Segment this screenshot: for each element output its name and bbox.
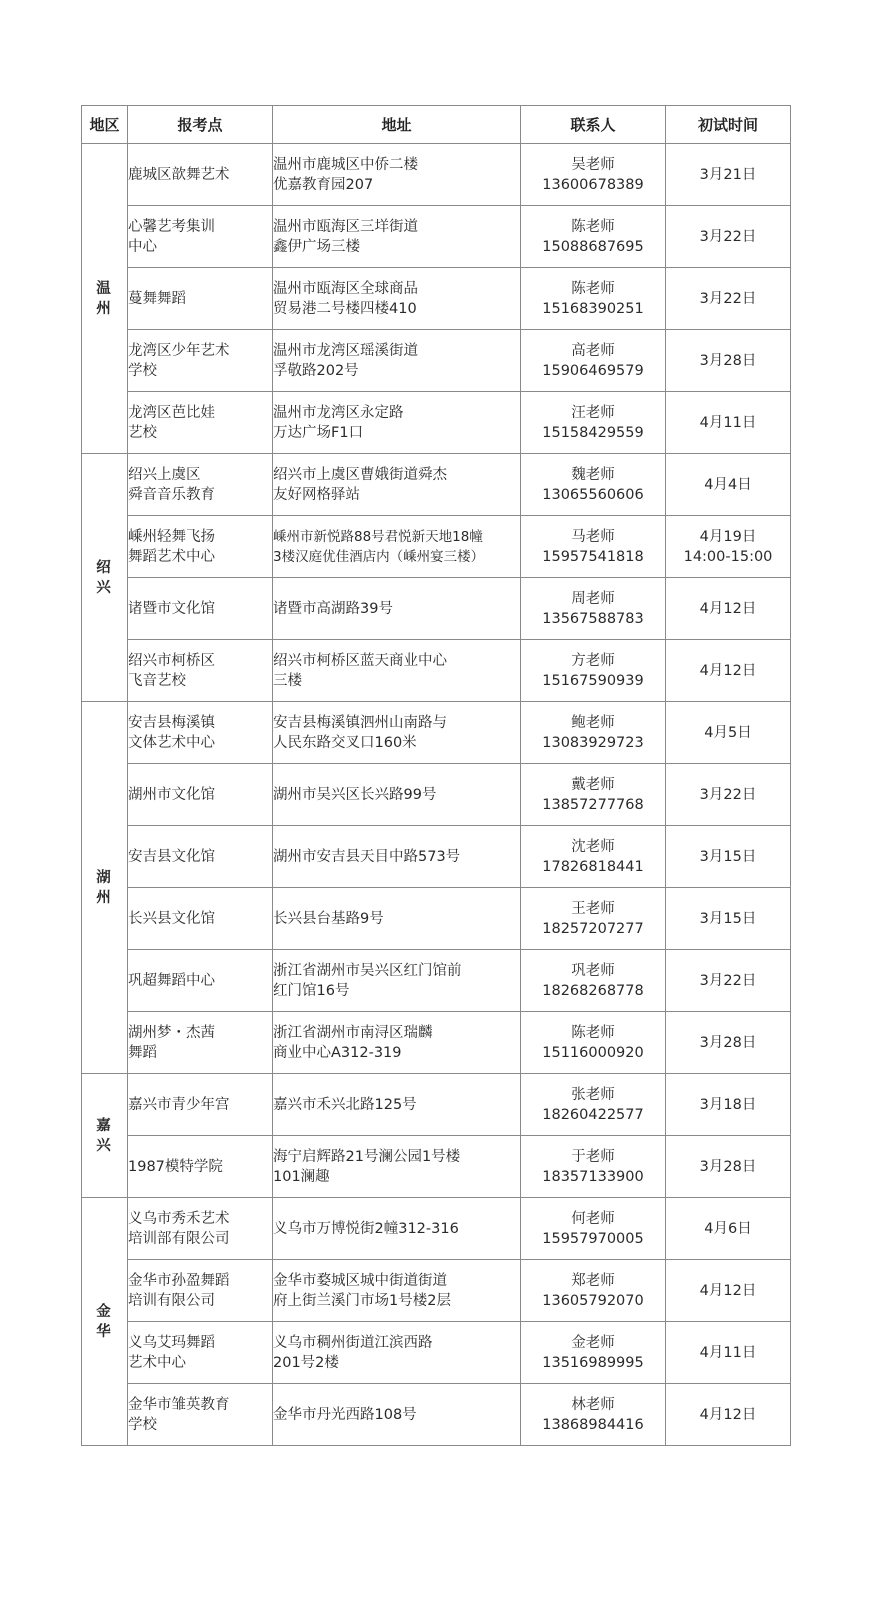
address-cell <box>273 206 521 268</box>
contact-name: 何老师 <box>571 1210 615 1227</box>
venue-cell <box>128 1260 273 1322</box>
date-line: 4月12日 <box>699 662 757 679</box>
table-row <box>82 516 791 578</box>
venue-line: 湖州市文化馆 <box>128 786 215 803</box>
date-cell <box>666 330 791 392</box>
table-row <box>82 1384 791 1446</box>
contact-phone: 15957541818 <box>542 548 644 565</box>
address-line: 温州市龙湾区瑶溪街道 <box>273 342 418 359</box>
date-line: 3月21日 <box>699 166 757 183</box>
address-line: 孚敬路202号 <box>273 362 359 379</box>
date-line: 3月22日 <box>699 228 757 245</box>
venue-line: 龙湾区少年艺术 <box>128 342 230 359</box>
contact-name: 魏老师 <box>571 466 615 483</box>
address-line: 商业中心A312-319 <box>273 1044 402 1061</box>
address-line: 绍兴市上虞区曹娥街道舜杰 <box>273 466 447 483</box>
region-label: 温州 <box>96 280 113 317</box>
region-cell <box>82 1198 128 1446</box>
address-line: 友好网格驿站 <box>273 486 360 503</box>
venue-line: 龙湾区芭比娃 <box>128 404 215 421</box>
address-line: 浙江省湖州市南浔区瑞麟 <box>273 1024 433 1041</box>
venue-cell <box>128 392 273 454</box>
contact-cell <box>521 702 666 764</box>
date-cell <box>666 206 791 268</box>
address-line: 人民东路交叉口160米 <box>273 734 417 751</box>
venue-cell <box>128 1384 273 1446</box>
date-cell <box>666 454 791 516</box>
contact-phone: 15088687695 <box>542 238 644 255</box>
table-row <box>82 1198 791 1260</box>
venue-cell <box>128 1012 273 1074</box>
date-line: 3月28日 <box>699 352 757 369</box>
date-cell <box>666 702 791 764</box>
venue-line: 嘉兴市青少年宫 <box>128 1096 230 1113</box>
address-line: 海宁启辉路21号澜公园1号楼 <box>273 1148 461 1165</box>
table-row <box>82 1074 791 1136</box>
date-cell <box>666 516 791 578</box>
contact-name: 高老师 <box>571 342 615 359</box>
address-line: 温州市龙湾区永定路 <box>273 404 404 421</box>
contact-cell <box>521 1384 666 1446</box>
address-line: 贸易港二号楼四楼410 <box>273 300 417 317</box>
venue-cell <box>128 1198 273 1260</box>
date-cell <box>666 392 791 454</box>
contact-name: 戴老师 <box>571 776 615 793</box>
contact-name: 陈老师 <box>571 1024 615 1041</box>
address-line: 101澜趣 <box>273 1168 330 1185</box>
table-row <box>82 206 791 268</box>
address-line: 优嘉教育园207 <box>273 176 374 193</box>
contact-name: 鲍老师 <box>571 714 615 731</box>
region-label: 绍兴 <box>96 559 113 596</box>
address-line: 嘉兴市禾兴北路125号 <box>273 1096 417 1113</box>
table-row <box>82 454 791 516</box>
venue-cell <box>128 206 273 268</box>
venue-line: 舞蹈艺术中心 <box>128 548 215 565</box>
address-line: 金华市婺城区城中街道街道 <box>273 1272 447 1289</box>
venue-line: 安吉县梅溪镇 <box>128 714 215 731</box>
address-cell <box>273 1384 521 1446</box>
date-line: 3月22日 <box>699 290 757 307</box>
table-row <box>82 702 791 764</box>
table-body <box>82 144 791 1446</box>
address-line: 金华市丹光西路108号 <box>273 1406 417 1423</box>
address-line: 义乌市稠州街道江滨西路 <box>273 1334 433 1351</box>
contact-name: 沈老师 <box>571 838 615 855</box>
venue-cell <box>128 330 273 392</box>
address-line: 嵊州市新悦路88号君悦新天地18幢 <box>273 528 483 545</box>
contact-phone: 15116000920 <box>542 1044 644 1061</box>
address-cell <box>273 516 521 578</box>
address-line: 温州市鹿城区中侨二楼 <box>273 156 418 173</box>
table-row <box>82 330 791 392</box>
contact-phone: 13600678389 <box>542 176 644 193</box>
contact-name: 林老师 <box>571 1396 615 1413</box>
exam-venue-table <box>81 105 791 1446</box>
table-row <box>82 764 791 826</box>
contact-phone: 13065560606 <box>542 486 644 503</box>
contact-name: 王老师 <box>571 900 615 917</box>
venue-cell <box>128 764 273 826</box>
contact-name: 陈老师 <box>571 218 615 235</box>
date-cell <box>666 888 791 950</box>
date-line: 4月11日 <box>699 1344 757 1361</box>
address-line: 诸暨市高湖路39号 <box>273 600 393 617</box>
address-cell <box>273 826 521 888</box>
venue-line: 湖州梦・杰茜 <box>128 1024 215 1041</box>
address-line: 鑫伊广场三楼 <box>273 238 360 255</box>
address-cell <box>273 640 521 702</box>
venue-line: 诸暨市文化馆 <box>128 600 215 617</box>
contact-name: 陈老师 <box>571 280 615 297</box>
venue-cell <box>128 950 273 1012</box>
contact-cell <box>521 144 666 206</box>
venue-line: 文体艺术中心 <box>128 734 215 751</box>
address-cell <box>273 1136 521 1198</box>
address-cell <box>273 578 521 640</box>
date-cell <box>666 1384 791 1446</box>
table-row <box>82 1322 791 1384</box>
table-row <box>82 950 791 1012</box>
address-cell <box>273 1198 521 1260</box>
contact-phone: 18357133900 <box>542 1168 644 1185</box>
date-line: 14:00-15:00 <box>683 548 773 565</box>
region-cell <box>82 702 128 1074</box>
contact-phone: 13868984416 <box>542 1416 644 1433</box>
date-line: 4月19日 <box>699 528 757 545</box>
venue-line: 培训部有限公司 <box>128 1230 230 1247</box>
venue-line: 舞蹈 <box>128 1044 157 1061</box>
address-cell <box>273 144 521 206</box>
venue-line: 长兴县文化馆 <box>128 910 215 927</box>
contact-cell <box>521 950 666 1012</box>
address-cell <box>273 1322 521 1384</box>
address-line: 湖州市吴兴区长兴路99号 <box>273 786 437 803</box>
region-cell <box>82 1074 128 1198</box>
contact-cell <box>521 454 666 516</box>
contact-cell <box>521 888 666 950</box>
contact-name: 马老师 <box>571 528 615 545</box>
contact-phone: 13516989995 <box>542 1354 644 1371</box>
contact-name: 方老师 <box>571 652 615 669</box>
date-line: 3月22日 <box>699 786 757 803</box>
venue-cell <box>128 1136 273 1198</box>
header-venue: 报考点 <box>128 106 273 144</box>
address-line: 温州市瓯海区全球商品 <box>273 280 418 297</box>
date-line: 4月11日 <box>699 414 757 431</box>
region-label: 嘉兴 <box>96 1117 113 1154</box>
address-line: 湖州市安吉县天目中路573号 <box>273 848 461 865</box>
contact-cell <box>521 516 666 578</box>
contact-phone: 18268268778 <box>542 982 644 999</box>
contact-name: 巩老师 <box>571 962 615 979</box>
contact-phone: 13605792070 <box>542 1292 644 1309</box>
venue-line: 巩超舞蹈中心 <box>128 972 215 989</box>
date-line: 3月18日 <box>699 1096 757 1113</box>
contact-cell <box>521 826 666 888</box>
address-cell <box>273 702 521 764</box>
table-row <box>82 1260 791 1322</box>
venue-line: 培训有限公司 <box>128 1292 215 1309</box>
address-cell <box>273 454 521 516</box>
date-cell <box>666 1198 791 1260</box>
venue-line: 蔓舞舞蹈 <box>128 290 186 307</box>
date-line: 3月15日 <box>699 910 757 927</box>
date-line: 4月12日 <box>699 1406 757 1423</box>
table-row <box>82 144 791 206</box>
date-cell <box>666 578 791 640</box>
contact-phone: 15168390251 <box>542 300 644 317</box>
address-cell <box>273 888 521 950</box>
contact-phone: 15957970005 <box>542 1230 644 1247</box>
date-line: 4月6日 <box>704 1220 752 1237</box>
region-cell <box>82 144 128 454</box>
header-address: 地址 <box>273 106 521 144</box>
venue-line: 绍兴市柯桥区 <box>128 652 215 669</box>
venue-cell <box>128 640 273 702</box>
date-line: 4月12日 <box>699 1282 757 1299</box>
venue-line: 心馨艺考集训 <box>128 218 215 235</box>
venue-cell <box>128 1074 273 1136</box>
address-line: 万达广场F1口 <box>273 424 364 441</box>
contact-cell <box>521 330 666 392</box>
venue-line: 金华市孙盈舞蹈 <box>128 1272 230 1289</box>
contact-cell <box>521 1198 666 1260</box>
address-cell <box>273 330 521 392</box>
venue-cell <box>128 702 273 764</box>
contact-name: 张老师 <box>571 1086 615 1103</box>
date-line: 3月28日 <box>699 1034 757 1051</box>
region-label: 金华 <box>96 1303 113 1340</box>
table-row <box>82 578 791 640</box>
date-cell <box>666 1012 791 1074</box>
contact-cell <box>521 640 666 702</box>
contact-cell <box>521 764 666 826</box>
table-row <box>82 1136 791 1198</box>
date-line: 3月28日 <box>699 1158 757 1175</box>
address-line: 绍兴市柯桥区蓝天商业中心 <box>273 652 447 669</box>
address-line: 义乌市万博悦街2幢312-316 <box>273 1220 459 1237</box>
table-row <box>82 826 791 888</box>
address-cell <box>273 950 521 1012</box>
contact-name: 金老师 <box>571 1334 615 1351</box>
venue-line: 学校 <box>128 362 157 379</box>
venue-line: 学校 <box>128 1416 157 1433</box>
address-line: 红门馆16号 <box>273 982 350 999</box>
date-line: 3月22日 <box>699 972 757 989</box>
date-cell <box>666 1074 791 1136</box>
contact-name: 吴老师 <box>571 156 615 173</box>
address-line: 长兴县台基路9号 <box>273 910 384 927</box>
date-cell <box>666 268 791 330</box>
date-cell <box>666 1136 791 1198</box>
address-cell <box>273 268 521 330</box>
venue-line: 嵊州轻舞飞扬 <box>128 528 215 545</box>
address-line: 府上街兰溪门市场1号楼2层 <box>273 1292 451 1309</box>
date-cell <box>666 1260 791 1322</box>
address-line: 3楼汉庭优佳酒店内（嵊州宴三楼） <box>273 548 485 565</box>
header-contact: 联系人 <box>521 106 666 144</box>
contact-cell <box>521 1074 666 1136</box>
venue-line: 艺术中心 <box>128 1354 186 1371</box>
venue-line: 飞音艺校 <box>128 672 186 689</box>
venue-line: 艺校 <box>128 424 157 441</box>
table-row <box>82 888 791 950</box>
address-cell <box>273 1074 521 1136</box>
date-cell <box>666 640 791 702</box>
table-row <box>82 268 791 330</box>
venue-cell <box>128 144 273 206</box>
contact-name: 汪老师 <box>571 404 615 421</box>
contact-name: 于老师 <box>571 1148 615 1165</box>
contact-phone: 13567588783 <box>542 610 644 627</box>
venue-line: 义乌市秀禾艺术 <box>128 1210 230 1227</box>
address-line: 浙江省湖州市吴兴区红门馆前 <box>273 962 462 979</box>
table-row <box>82 1012 791 1074</box>
venue-cell <box>128 516 273 578</box>
venue-line: 安吉县文化馆 <box>128 848 215 865</box>
header-region: 地区 <box>82 106 128 144</box>
table-row <box>82 640 791 702</box>
venue-cell <box>128 826 273 888</box>
contact-cell <box>521 268 666 330</box>
region-cell <box>82 454 128 702</box>
contact-phone: 13083929723 <box>542 734 644 751</box>
contact-phone: 15167590939 <box>542 672 644 689</box>
venue-cell <box>128 888 273 950</box>
date-cell <box>666 826 791 888</box>
address-cell <box>273 1012 521 1074</box>
contact-phone: 13857277768 <box>542 796 644 813</box>
venue-cell <box>128 268 273 330</box>
venue-cell <box>128 1322 273 1384</box>
venue-line: 中心 <box>128 238 157 255</box>
venue-line: 舜音音乐教育 <box>128 486 215 503</box>
address-line: 温州市瓯海区三垟街道 <box>273 218 418 235</box>
address-line: 三楼 <box>273 672 302 689</box>
venue-cell <box>128 578 273 640</box>
venue-line: 鹿城区歆舞艺术 <box>128 166 230 183</box>
address-line: 安吉县梅溪镇泗州山南路与 <box>273 714 447 731</box>
region-label: 湖州 <box>96 869 113 906</box>
contact-cell <box>521 1136 666 1198</box>
contact-cell <box>521 578 666 640</box>
date-cell <box>666 1322 791 1384</box>
date-line: 4月12日 <box>699 600 757 617</box>
date-line: 4月4日 <box>704 476 752 493</box>
date-line: 3月15日 <box>699 848 757 865</box>
address-cell <box>273 392 521 454</box>
contact-cell <box>521 1012 666 1074</box>
venue-cell <box>128 454 273 516</box>
date-cell <box>666 764 791 826</box>
contact-cell <box>521 392 666 454</box>
contact-phone: 17826818441 <box>542 858 644 875</box>
contact-phone: 15158429559 <box>542 424 644 441</box>
venue-line: 义乌艾玛舞蹈 <box>128 1334 215 1351</box>
venue-line: 绍兴上虞区 <box>128 466 201 483</box>
venue-line: 金华市雏英教育 <box>128 1396 230 1413</box>
contact-cell <box>521 1322 666 1384</box>
contact-name: 周老师 <box>571 590 615 607</box>
address-cell <box>273 1260 521 1322</box>
date-cell <box>666 144 791 206</box>
address-cell <box>273 764 521 826</box>
address-line: 201号2楼 <box>273 1354 339 1371</box>
contact-cell <box>521 1260 666 1322</box>
date-line: 4月5日 <box>704 724 752 741</box>
date-cell <box>666 950 791 1012</box>
contact-name: 郑老师 <box>571 1272 615 1289</box>
contact-phone: 15906469579 <box>542 362 644 379</box>
contact-phone: 18260422577 <box>542 1106 644 1123</box>
table-row <box>82 392 791 454</box>
contact-phone: 18257207277 <box>542 920 644 937</box>
contact-cell <box>521 206 666 268</box>
table-header-row <box>82 106 791 144</box>
header-date: 初试时间 <box>666 106 791 144</box>
venue-line: 1987模特学院 <box>128 1158 223 1175</box>
